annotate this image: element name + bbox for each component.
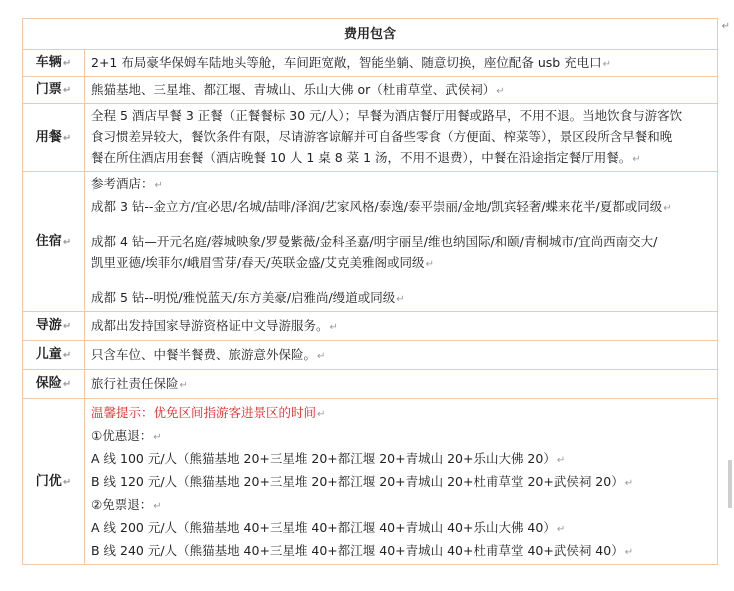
row-label-discount: 门优↵ [23,399,85,565]
discount-line-a1: A 线 100 元/人（熊猫基地 20+三星堆 20+都江堰 20+青城山 20+乐山大佛 20）↵ [91,451,566,466]
table-title: 费用包含 [23,19,718,50]
row-content-car: 2+1 布局豪华保姆车陆地头等舱，车间距宽敞，智能坐躺、随意切换，座位配备 usb 充电口↵ [85,50,718,77]
row-discount [23,399,718,565]
row-gate [23,77,718,104]
row-label-child: 儿童↵ [23,341,85,370]
row-child [23,341,718,370]
hotel-5-diamond: 成都 5 钻--明悦/雅悦蓝天/东方美豪/启雅尚/缦道或同级↵ [91,290,405,305]
scrollbar-thumb[interactable] [728,460,732,508]
hotel-intro: 参考酒店：↵ [91,176,163,191]
meal-line: 全程 5 酒店早餐 3 正餐（正餐餐标 30 元/人）；早餐为酒店餐厅用餐或路早，不用不退。当地饮食与游客饮 [91,108,683,123]
row-hotel [23,172,718,312]
hotel-4-diamond-line2: 凯里亚德/埃菲尔/峨眉雪芽/春天/英联金盛/艾克美雅阁或同级↵ [91,255,434,270]
row-label-gate: 门票↵ [23,77,85,104]
meal-line: 餐在所住酒店用套餐（酒店晚餐 10 人 1 桌 8 菜 1 汤，不用不退费），中餐在沿途指定餐厅用餐。↵ [91,150,641,165]
table-header-row [23,19,718,50]
discount-heading-1: ①优惠退：↵ [91,428,162,443]
row-label-meal: 用餐↵ [23,104,85,172]
blank-line [91,219,711,231]
discount-line-a2: A 线 200 元/人（熊猫基地 40+三星堆 40+都江堰 40+青城山 40+乐山大佛 40）↵ [91,520,566,535]
row-content-gate: 熊猫基地、三星堆、都江堰、青城山、乐山大佛 or（杜甫草堂、武侯祠）↵ [85,77,718,104]
row-insurance [23,370,718,399]
row-guide [23,312,718,341]
row-content-insurance: 旅行社责任保险↵ [85,370,718,399]
paragraph-mark-corner: ↵ [721,21,730,32]
row-content-discount [85,399,718,565]
row-content-meal [85,104,718,172]
discount-heading-2: ②免票退：↵ [91,497,162,512]
row-meal [23,104,718,172]
blank-line [91,275,711,287]
discount-line-b2: B 线 240 元/人（熊猫基地 40+三星堆 40+都江堰 40+青城山 40+杜甫草堂 40+武侯祠 40）↵ [91,543,634,558]
row-label-guide: 导游↵ [23,312,85,341]
row-label-car: 车辆↵ [23,50,85,77]
discount-tip: 温馨提示：优免区间指游客进景区的时间↵ [91,405,326,420]
fee-include-table [22,18,718,565]
row-content-child: 只含车位、中餐半餐费、旅游意外保险。↵ [85,341,718,370]
row-content-guide: 成都出发持国家导游资格证中文导游服务。↵ [85,312,718,341]
meal-line: 食习惯差异较大，餐饮条件有限，尽请游客谅解并可自备些零食（方便面、榨菜等），景区段所含早餐和晚 [91,129,673,144]
row-car [23,50,718,77]
row-label-hotel: 住宿↵ [23,172,85,312]
row-content-hotel [85,172,718,312]
discount-line-b1: B 线 120 元/人（熊猫基地 20+三星堆 20+都江堰 20+青城山 20+杜甫草堂 20+武侯祠 20）↵ [91,474,634,489]
hotel-3-diamond: 成都 3 钻--金立方/宜必思/名城/喆啡/泽润/艺家风格/泰逸/泰平崇丽/金地/凯宾轻奢/蝶来花半/夏都或同级↵ [91,199,672,214]
row-label-insurance: 保险↵ [23,370,85,399]
hotel-4-diamond-line1: 成都 4 钻—开元名庭/蓉城映象/罗曼紫薇/金科圣嘉/明宇丽呈/维也纳国际/和颐/青桐城市/宜尚西南交大/ [91,234,658,249]
